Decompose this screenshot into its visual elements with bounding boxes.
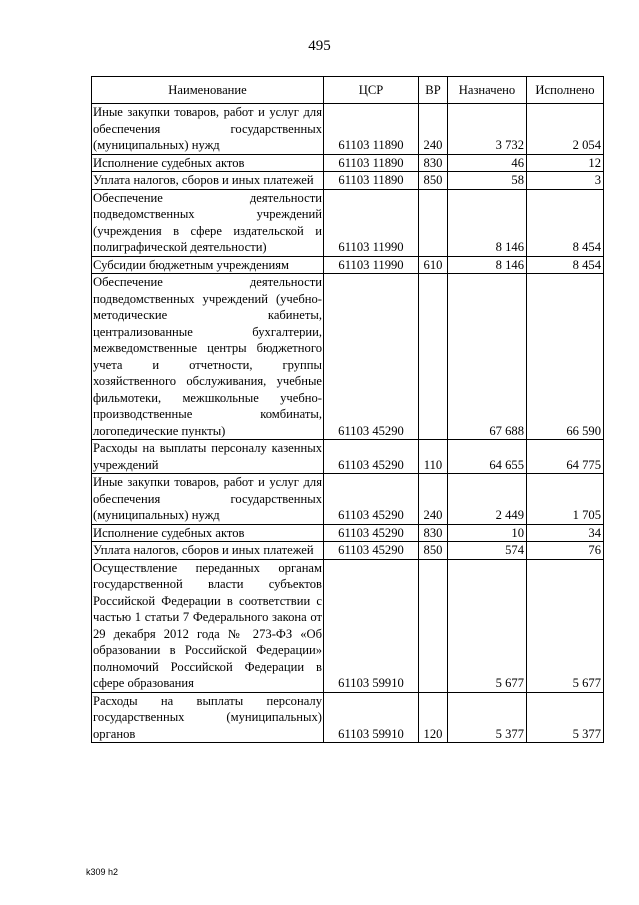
row-assigned: 67 688 xyxy=(448,274,527,440)
row-assigned: 5 377 xyxy=(448,692,527,743)
row-assigned: 8 146 xyxy=(448,256,527,274)
row-name: Субсидии бюджетным учреждениям xyxy=(92,256,324,274)
row-csr: 61103 11890 xyxy=(324,104,419,155)
row-csr: 61103 45290 xyxy=(324,440,419,474)
table-row xyxy=(92,542,604,560)
row-executed: 64 775 xyxy=(527,440,604,474)
row-vr: 850 xyxy=(419,172,448,190)
row-assigned: 574 xyxy=(448,542,527,560)
row-name: Уплата налогов, сборов и иных платежей xyxy=(92,172,324,190)
row-csr: 61103 45290 xyxy=(324,524,419,542)
row-name: Осуществление переданных органам государственной власти субъектов Российской Федерации в соответствии с частью 1 статьи 7 Федерального закона от 29 декабря 2012 года № 273-ФЗ «Об образовании в Российской Федерации» полномочий Российской Федерации в сфере образования xyxy=(93,560,322,690)
row-executed: 5 677 xyxy=(527,559,604,692)
row-csr: 61103 45290 xyxy=(324,542,419,560)
table-row xyxy=(92,524,604,542)
row-executed: 76 xyxy=(527,542,604,560)
row-csr: 61103 59910 xyxy=(324,692,419,743)
row-name: Расходы на выплаты персоналу казенных учреждений xyxy=(93,441,322,472)
row-assigned: 64 655 xyxy=(448,440,527,474)
table-row xyxy=(92,172,604,190)
table-row xyxy=(92,692,604,743)
row-csr: 61103 11990 xyxy=(324,189,419,256)
header-assigned: Назначено xyxy=(448,77,527,104)
row-vr xyxy=(419,559,448,692)
budget-table xyxy=(91,76,604,743)
header-row xyxy=(92,77,604,104)
row-executed: 66 590 xyxy=(527,274,604,440)
table-row xyxy=(92,104,604,155)
row-name: Обеспечение деятельности подведомственных учреждений (учебно-методические кабинеты, централизованные бухгалтерии, межведомственные центры бюджетного учета и отчетности, группы хозяйственного обслуживания, учебные фильмотеки, межшкольные учебно-производственные комбинаты, логопедические пункты) xyxy=(93,275,322,438)
row-vr: 110 xyxy=(419,440,448,474)
row-name: Уплата налогов, сборов и иных платежей xyxy=(92,542,324,560)
table-row xyxy=(92,440,604,474)
row-vr: 120 xyxy=(419,692,448,743)
row-name: Исполнение судебных актов xyxy=(92,524,324,542)
row-vr: 850 xyxy=(419,542,448,560)
row-name: Иные закупки товаров, работ и услуг для обеспечения государственных (муниципальных) нужд xyxy=(93,105,322,152)
header-name: Наименование xyxy=(92,77,324,104)
row-assigned: 58 xyxy=(448,172,527,190)
row-assigned: 3 732 xyxy=(448,104,527,155)
row-vr: 830 xyxy=(419,154,448,172)
row-name: Расходы на выплаты персоналу государственных (муниципальных) органов xyxy=(93,693,322,741)
table-row xyxy=(92,256,604,274)
row-executed: 3 xyxy=(527,172,604,190)
table-row xyxy=(92,559,604,692)
table-row xyxy=(92,189,604,256)
row-assigned: 10 xyxy=(448,524,527,542)
footer-code: k309 h2 xyxy=(86,867,119,877)
row-csr: 61103 11890 xyxy=(324,154,419,172)
row-vr xyxy=(419,274,448,440)
row-vr xyxy=(419,189,448,256)
row-executed: 8 454 xyxy=(527,189,604,256)
row-name: Исполнение судебных актов xyxy=(92,154,324,172)
row-executed: 5 377 xyxy=(527,692,604,743)
row-vr: 830 xyxy=(419,524,448,542)
header-csr: ЦСР xyxy=(324,77,419,104)
row-csr: 61103 11990 xyxy=(324,256,419,274)
row-executed: 1 705 xyxy=(527,474,604,525)
row-assigned: 2 449 xyxy=(448,474,527,525)
row-csr: 61103 45290 xyxy=(324,474,419,525)
row-assigned: 5 677 xyxy=(448,559,527,692)
row-executed: 34 xyxy=(527,524,604,542)
table-row xyxy=(92,154,604,172)
row-vr: 240 xyxy=(419,474,448,525)
table-row xyxy=(92,474,604,525)
row-executed: 12 xyxy=(527,154,604,172)
row-executed: 8 454 xyxy=(527,256,604,274)
row-assigned: 8 146 xyxy=(448,189,527,256)
row-name: Обеспечение деятельности подведомственных учреждений (учреждения в сфере издательской и полиграфической деятельности) xyxy=(93,190,322,254)
row-vr: 240 xyxy=(419,104,448,155)
header-vr: ВР xyxy=(419,77,448,104)
row-vr: 610 xyxy=(419,256,448,274)
row-name: Иные закупки товаров, работ и услуг для обеспечения государственных (муниципальных) нужд xyxy=(93,475,322,522)
page-number: 495 xyxy=(308,38,331,54)
table-row xyxy=(92,274,604,440)
header-executed: Исполнено xyxy=(527,77,604,104)
row-csr: 61103 59910 xyxy=(324,559,419,692)
row-csr: 61103 11890 xyxy=(324,172,419,190)
row-assigned: 46 xyxy=(448,154,527,172)
row-executed: 2 054 xyxy=(527,104,604,155)
row-csr: 61103 45290 xyxy=(324,274,419,440)
